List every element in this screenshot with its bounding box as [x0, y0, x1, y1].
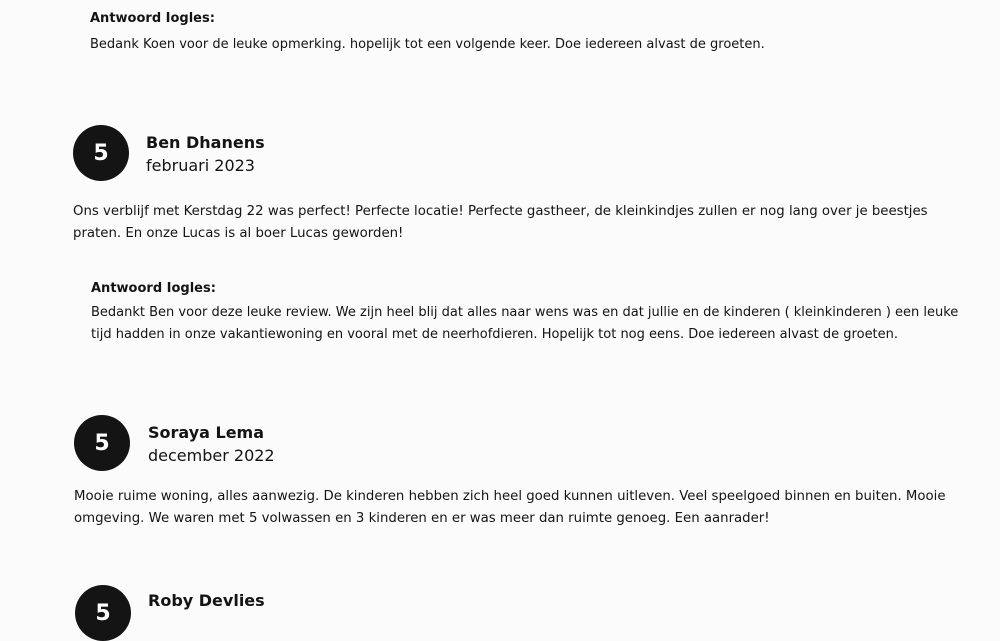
- review-text: Ons verblijf met Kerstdag 22 was perfect! Perfecte locatie! Perfecte gastheer, de kleinkindjes zullen er nog lang over je beestjes praten. En onze Lucas is al boer Lucas geworden!: [73, 204, 928, 241]
- reviewer-name: Ben Dhanens: [146, 133, 265, 152]
- rating-badge: 5: [75, 585, 131, 641]
- reply-label: Antwoord Iogles:: [91, 281, 216, 296]
- review-text: Mooie ruime woning, alles aanwezig. De kinderen hebben zich heel goed kunnen uitleven. Veel speelgoed binnen en buiten. Mooie omgeving. We waren met 5 volwassen en 3 kinderen en er was meer dan ruimte genoeg. Een aanrader!: [74, 489, 946, 526]
- reply-label: Antwoord Iogles:: [90, 11, 215, 26]
- review-date: december 2022: [148, 446, 275, 465]
- rating-badge: 5: [74, 415, 130, 471]
- reviewer-name: Soraya Lema: [148, 423, 265, 442]
- rating-badge: 5: [73, 125, 129, 181]
- reviewer-name: Roby Devlies: [148, 591, 265, 610]
- reply-text: Bedankt Ben voor deze leuke review. We zijn heel blij dat alles naar wens was en dat jullie en de kinderen ( kleinkinderen ) een leuke tijd hadden in onze vakantiewoning en vooral met de neerhofdieren. Hopelijk tot nog eens. Doe iedereen alvast de groeten.: [91, 305, 959, 342]
- review-date: februari 2023: [146, 156, 255, 175]
- reply-text: Bedank Koen voor de leuke opmerking. hopelijk tot een volgende keer. Doe iedereen alvast de groeten.: [90, 37, 765, 52]
